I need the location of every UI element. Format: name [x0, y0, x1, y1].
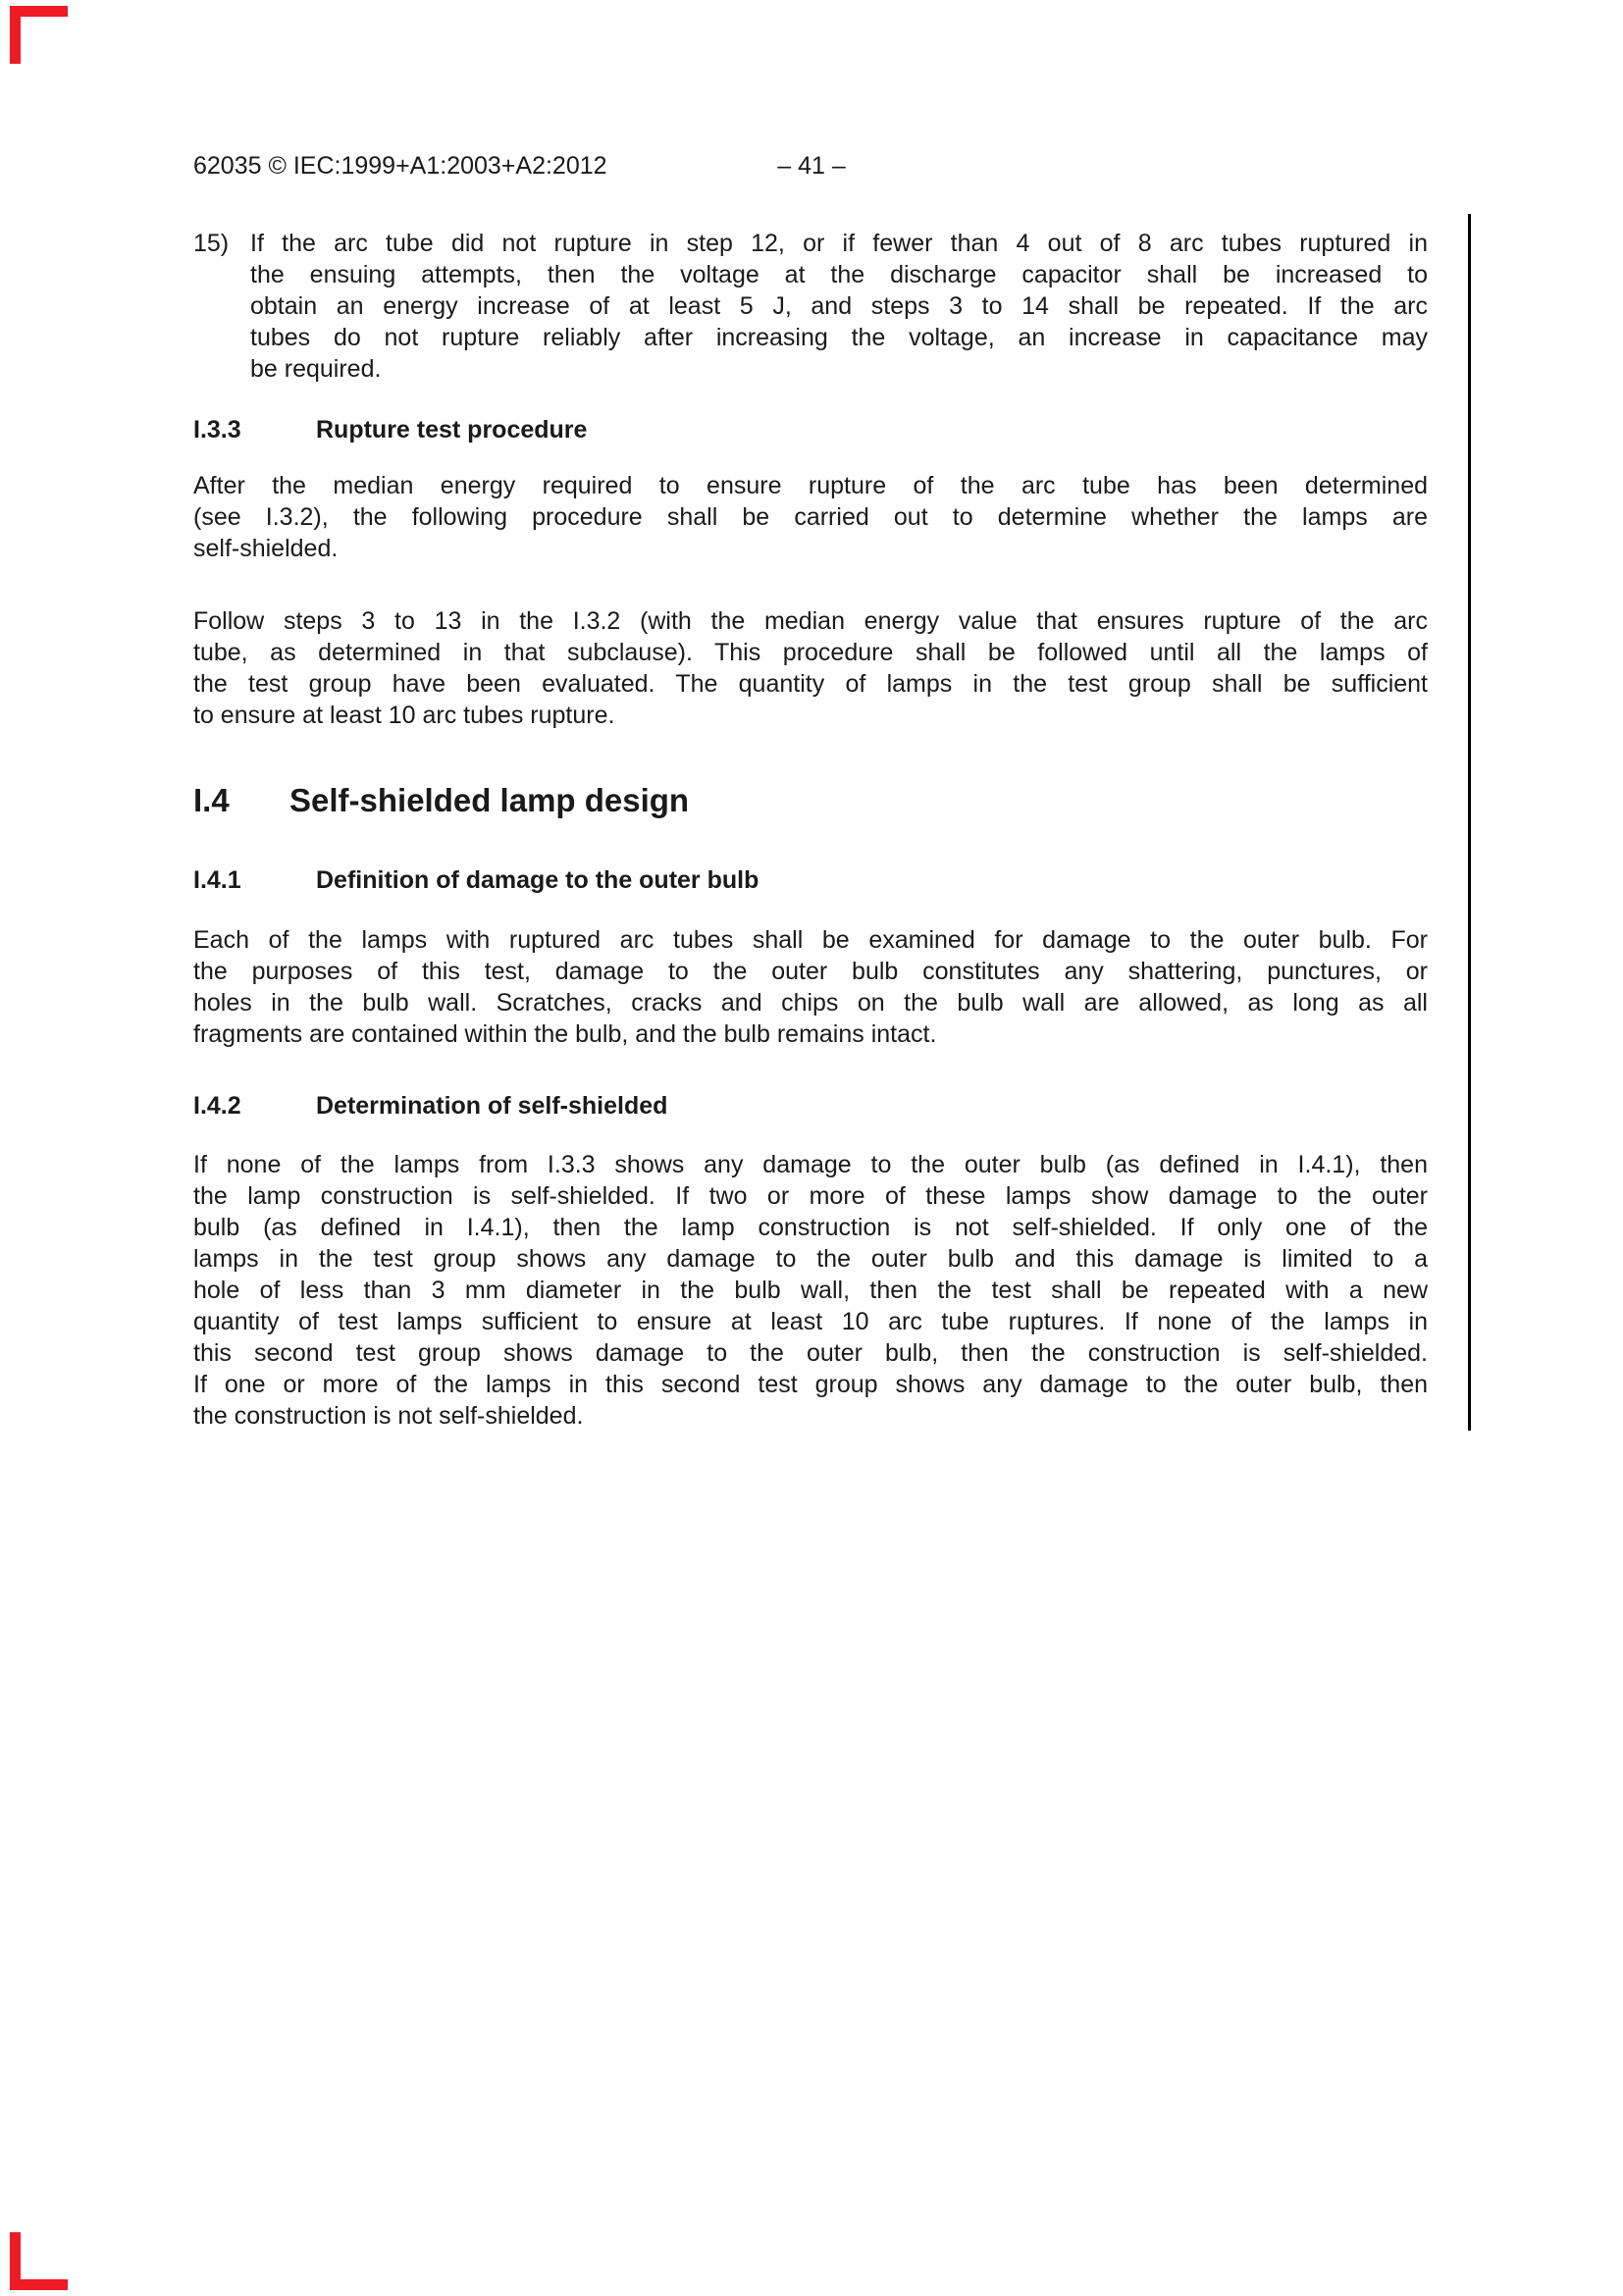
list-item-15	[193, 228, 1428, 385]
page-number: – 41 –	[777, 152, 846, 180]
paragraph-i41: Each of the lamps with ruptured arc tubes shall be examined for damage to the outer bulb. For the purposes of this test, damage to the outer bulb constitutes any shattering, punctures, or holes in the bulb wall. Scratches, cracks and chips on the bulb wall are allowed, as long as all fragments are contained within the bulb, and the bulb remains intact.	[193, 926, 1428, 1048]
heading-title: Determination of self-shielded	[316, 1092, 668, 1120]
heading-number: I.4.1	[193, 866, 241, 894]
heading-i33	[193, 414, 1428, 445]
heading-number: I.4	[193, 782, 230, 818]
list-item-text: If the arc tube did not rupture in step 12, or if fewer than 4 out of 8 arc tubes ruptured in the ensuing attempts, then the voltage at the discharge capacitor shall be increased to obtain an energy increase of at least 5 J, and steps 3 to 14 shall be repeated. If the arc tubes do not rupture reliably after increasing the voltage, an increase in capacitance may be required.	[250, 230, 1428, 383]
crop-mark-bottom-left-icon	[10, 2232, 68, 2290]
heading-i41	[193, 864, 1428, 896]
paragraph-after-i33: After the median energy required to ensure rupture of the arc tube has been determined (see I.3.2), the following procedure shall be carried out to determine whether the lamps are self-shielded.	[193, 472, 1428, 562]
document-reference: 62035 © IEC:1999+A1:2003+A2:2012	[193, 152, 607, 180]
heading-title: Definition of damage to the outer bulb	[316, 866, 759, 894]
revision-change-bar	[1468, 214, 1471, 1431]
heading-i42	[193, 1090, 1428, 1122]
crop-mark-top-left-icon	[10, 6, 68, 64]
heading-number: I.4.2	[193, 1092, 241, 1120]
heading-title: Rupture test procedure	[316, 416, 588, 444]
list-item-number: 15)	[193, 230, 230, 257]
paragraph-i42: If none of the lamps from I.3.3 shows any damage to the outer bulb (as defined in I.4.1), then the lamp construction is self-shielded. If two or more of these lamps show damage to the outer bulb (as defined in I.4.1), then the lamp construction is not self-shielded. If only one of the lamps in the test group shows any damage to the outer bulb and this damage is limited to a hole of less than 3 mm diameter in the bulb wall, then the test shall be repeated with a new quantity of test lamps sufficient to ensure at least 10 arc tube ruptures. If none of the lamps in this second test group shows damage to the outer bulb, then the construction is self-shielded. If one or more of the lamps in this second test group shows any damage to the outer bulb, then the construction is not self-shielded.	[193, 1151, 1428, 1430]
heading-number: I.3.3	[193, 416, 241, 444]
paragraph-follow-steps: Follow steps 3 to 13 in the I.3.2 (with the median energy value that ensures rupture of the arc tube, as determined in that subclause). This procedure shall be followed until all the lamps of the test group have been evaluated. The quantity of lamps in the test group shall be sufficient to ensure at least 10 arc tubes rupture.	[193, 607, 1428, 729]
heading-title: Self-shielded lamp design	[289, 782, 690, 818]
heading-i4	[193, 779, 1428, 822]
